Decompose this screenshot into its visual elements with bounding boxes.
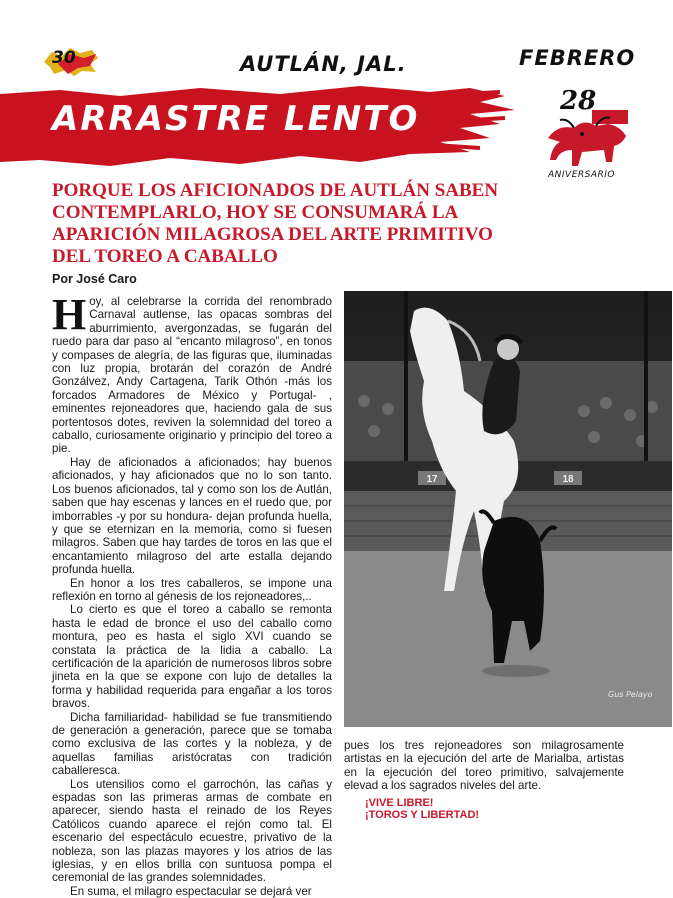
paragraph-6: Los utensilios como el garrochón, las cañas y espadas son las primeras armas de combate en aparecer, siendo hasta el reinado de los Reyes Católicos cuando aparece el rejón como tal. El escenario del espectáculo ecuestre, privativo de la nobleza, son las plazas mayores y los atrios de las iglesias, y en ellos brilla con suntuosa pompa el ceremonial de las grandes solemnidades. <box>52 777 332 885</box>
paragraph-4: Lo cierto es que el toreo a caballo se remonta hasta le edad de bronce el uso del caballo como montura, peo es hasta el siglo XVI cuando se constata la práctica de la lidia a caballo. La certificación de la aparición de numerosos libros sobre jineta en la que se expone con lujo de detalles la forma y habilidad requerida para engañar a los toros bravos. <box>52 603 332 711</box>
article-body-left <box>52 290 332 898</box>
month-header: FEBRERO <box>519 46 636 70</box>
drop-cap: H <box>52 290 87 339</box>
photo-label-17: 17 <box>426 474 438 485</box>
closing-line-1: ¡VIVE LIBRE! <box>365 797 434 809</box>
article-headline: PORQUE LOS AFICIONADOS DE AUTLÁN SABEN CONTEMPLARLO, HOY SE CONSUMARÁ LA APARICIÓN MILAGROSA DEL ARTE PRIMITIVO DEL TOREO A CABALLO <box>52 180 499 267</box>
rejoneador-photo <box>344 291 672 727</box>
anniversary-number: 28 <box>560 86 597 116</box>
photo-label-18: 18 <box>562 474 574 485</box>
article-body-right <box>344 739 624 793</box>
closing-line-2: ¡TOROS Y LIBERTAD! <box>365 809 480 821</box>
paragraph-continuation: pues los tres rejoneadores son milagrosamente artistas en la ejecución del arte de Marialba, artistas en la ejecución del toreo primitivo, salvajemente elevad a los sagrados niveles del arte. <box>344 739 624 793</box>
closing-slogan <box>365 797 479 821</box>
anniversary-caption: ANIVERSARIO <box>548 170 616 180</box>
paragraph-3: En honor a los tres caballeros, se impone una reflexión en torno al génesis de los rejoneadores,.. <box>52 576 332 603</box>
page-number: 30 <box>52 48 76 68</box>
paragraph-1: Hoy, al celebrarse la corrida del renombrado Carnaval autlense, las opacas sombras del aburrimiento, avergonzadas, se fugarán del ruedo para dar paso al “encanto milagroso”, en tonos y compases de alegría, de las figuras que, iluminadas con luz propia, brotarán del corazón de André Gonzálvez, Andy Cartagena, Tarik Othón -más los forcados Armadores de México y Portugal- , eminentes rejoneadores que, haciendo gala de sus portentosos dotes, reviven la solemnidad del toreo a caballo, curiosamente originario y principio del toreo a pie. <box>52 290 332 456</box>
paragraph-2: Hay de aficionados a aficionados; hay buenos aficionados, y hay aficionados que no lo son tanto. Los buenos aficionados, tal y como son los de Autlán, saben que hay escenas y lances en el ruedo que, por imborrables -y por su hondura- dejan profunda huella, y que se eternizan en la memoria, como si fuesen milagros. Saben que hay tardes de toros en las que el encantamiento milagroso del arte estalla dejando profunda huella. <box>52 455 332 577</box>
paragraph-5: Dicha familiaridad- habilidad se fue transmitiendo de generación a generación, parece que se tomaba como exclusiva de las cortes y la nobleza, y de aquellas familias aristócratas con tradición caballeresca. <box>52 710 332 778</box>
place-header: AUTLÁN, JAL. <box>240 52 407 76</box>
section-title: ARRASTRE LENTO <box>52 99 420 139</box>
paragraph-7: En suma, el milagro espectacular se dejará ver <box>70 884 312 898</box>
photo-credit: Gus Pelayo <box>608 690 653 699</box>
byline: Por José Caro <box>52 272 137 286</box>
